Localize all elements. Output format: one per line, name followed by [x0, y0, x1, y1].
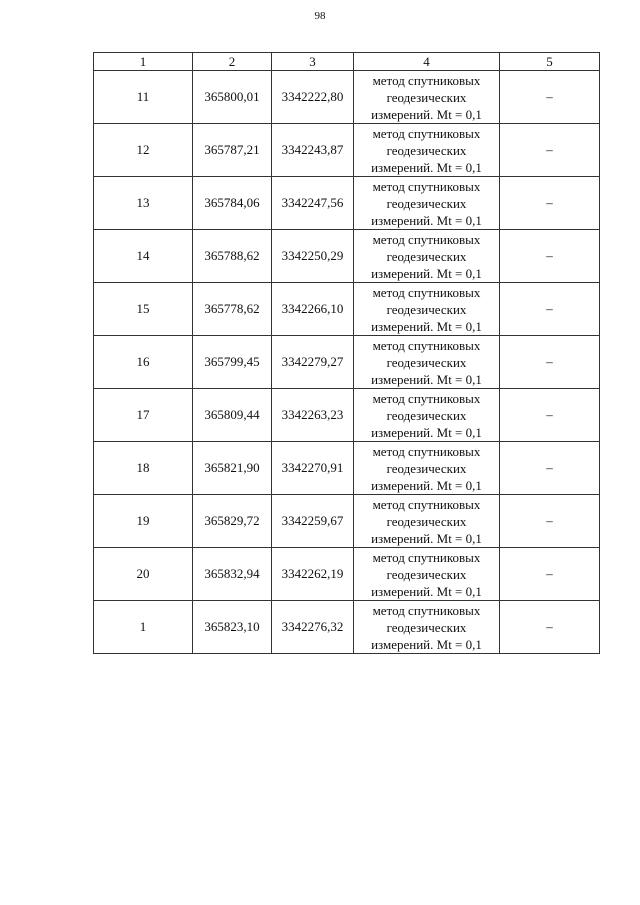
coordinate-x: 365832,94 [193, 548, 272, 601]
table-row [94, 71, 600, 124]
point-number: 15 [94, 283, 193, 336]
coordinate-y: 3342270,91 [272, 442, 354, 495]
coordinate-x: 365784,06 [193, 177, 272, 230]
point-number: 16 [94, 336, 193, 389]
coordinate-y: 3342266,10 [272, 283, 354, 336]
point-number: 1 [94, 601, 193, 654]
table-row [94, 283, 600, 336]
note-dash: – [500, 548, 600, 601]
coordinate-x: 365829,72 [193, 495, 272, 548]
table-row [94, 548, 600, 601]
note-dash: – [500, 336, 600, 389]
coordinate-y: 3342276,32 [272, 601, 354, 654]
coordinate-y: 3342279,27 [272, 336, 354, 389]
point-number: 20 [94, 548, 193, 601]
coordinate-x: 365778,62 [193, 283, 272, 336]
method-description: метод спутниковых геодезических измерений. Mt = 0,1 [354, 601, 500, 654]
column-header-1: 1 [94, 53, 193, 71]
note-dash: – [500, 601, 600, 654]
note-dash: – [500, 495, 600, 548]
coordinate-y: 3342259,67 [272, 495, 354, 548]
coordinate-x: 365799,45 [193, 336, 272, 389]
method-description: метод спутниковых геодезических измерений. Mt = 0,1 [354, 124, 500, 177]
note-dash: – [500, 283, 600, 336]
coordinate-x: 365823,10 [193, 601, 272, 654]
table-row [94, 601, 600, 654]
method-description: метод спутниковых геодезических измерений. Mt = 0,1 [354, 71, 500, 124]
note-dash: – [500, 71, 600, 124]
coordinates-table [93, 52, 600, 654]
table-row [94, 389, 600, 442]
table-row [94, 495, 600, 548]
coordinate-x: 365788,62 [193, 230, 272, 283]
note-dash: – [500, 177, 600, 230]
method-description: метод спутниковых геодезических измерений. Mt = 0,1 [354, 389, 500, 442]
method-description: метод спутниковых геодезических измерений. Mt = 0,1 [354, 548, 500, 601]
table-row [94, 177, 600, 230]
coordinate-y: 3342222,80 [272, 71, 354, 124]
method-description: метод спутниковых геодезических измерений. Mt = 0,1 [354, 336, 500, 389]
column-header-2: 2 [193, 53, 272, 71]
method-description: метод спутниковых геодезических измерений. Mt = 0,1 [354, 283, 500, 336]
coordinate-y: 3342263,23 [272, 389, 354, 442]
coordinate-x: 365809,44 [193, 389, 272, 442]
coordinate-x: 365787,21 [193, 124, 272, 177]
point-number: 14 [94, 230, 193, 283]
coordinate-y: 3342262,19 [272, 548, 354, 601]
note-dash: – [500, 442, 600, 495]
point-number: 17 [94, 389, 193, 442]
method-description: метод спутниковых геодезических измерений. Mt = 0,1 [354, 442, 500, 495]
coordinate-x: 365821,90 [193, 442, 272, 495]
point-number: 12 [94, 124, 193, 177]
column-header-4: 4 [354, 53, 500, 71]
table-row [94, 124, 600, 177]
method-description: метод спутниковых геодезических измерений. Mt = 0,1 [354, 495, 500, 548]
coordinate-x: 365800,01 [193, 71, 272, 124]
table-row [94, 442, 600, 495]
page-number: 98 [314, 10, 326, 22]
coordinate-y: 3342243,87 [272, 124, 354, 177]
method-description: метод спутниковых геодезических измерений. Mt = 0,1 [354, 177, 500, 230]
table-header-row [94, 53, 600, 71]
coordinate-y: 3342250,29 [272, 230, 354, 283]
note-dash: – [500, 230, 600, 283]
table-row [94, 336, 600, 389]
point-number: 11 [94, 71, 193, 124]
column-header-5: 5 [500, 53, 600, 71]
point-number: 13 [94, 177, 193, 230]
table-row [94, 230, 600, 283]
note-dash: – [500, 124, 600, 177]
note-dash: – [500, 389, 600, 442]
coordinate-y: 3342247,56 [272, 177, 354, 230]
method-description: метод спутниковых геодезических измерений. Mt = 0,1 [354, 230, 500, 283]
point-number: 19 [94, 495, 193, 548]
point-number: 18 [94, 442, 193, 495]
column-header-3: 3 [272, 53, 354, 71]
